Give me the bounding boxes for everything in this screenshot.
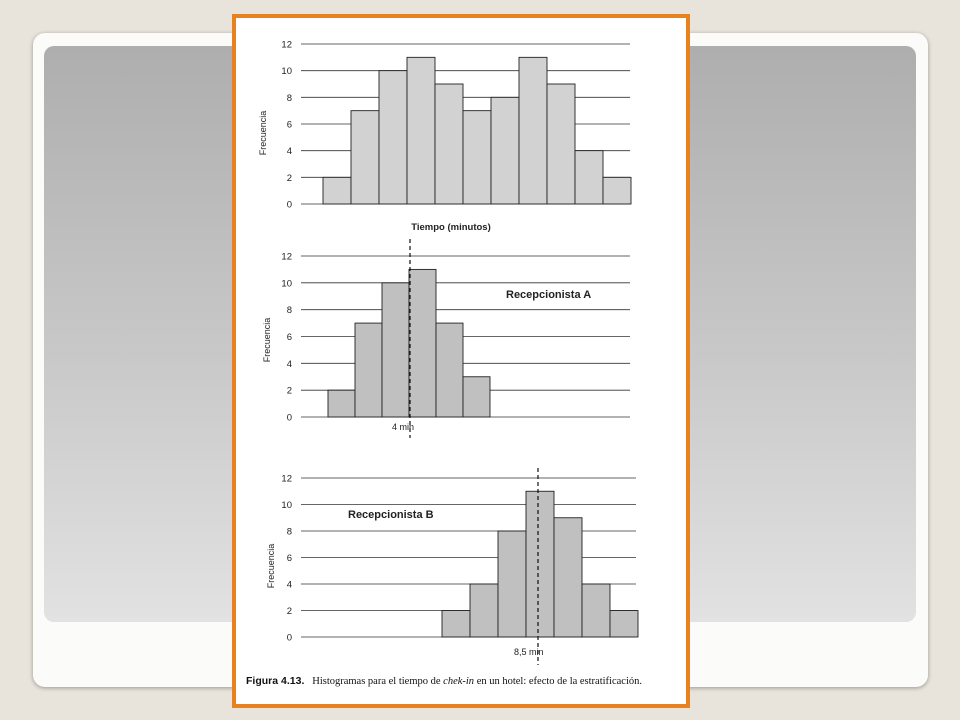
histogram-bar [575, 151, 603, 204]
caption-text-italic: chek-in [443, 676, 475, 687]
mean-annotation-label: 4 min [392, 422, 415, 432]
chart-title: Recepcionista A [506, 289, 592, 301]
histogram-bar [519, 57, 547, 204]
figure-frame [232, 14, 690, 708]
histogram-bar [435, 84, 463, 204]
histogram-total [258, 40, 631, 234]
histogram-bar [498, 531, 526, 637]
y-tick-label: 12 [281, 39, 292, 51]
histogram-bar [603, 177, 631, 204]
y-tick-label: 4 [286, 146, 292, 158]
y-tick-label: 0 [286, 632, 292, 644]
histogram-bar [547, 84, 575, 204]
histogram-bar [582, 584, 610, 637]
histogram-bar [328, 390, 355, 417]
histogram-bar [526, 491, 554, 637]
histogram-bar [442, 611, 470, 638]
histogram-bar [463, 111, 491, 204]
y-tick-label: 2 [286, 385, 292, 397]
y-tick-label: 6 [286, 332, 292, 343]
caption-label: Figura 4.13. [246, 675, 305, 687]
caption-text-after: en un hotel: efecto de la estratificación. [476, 676, 642, 687]
histogram-bar [323, 177, 351, 204]
y-axis-label: Frecuencia [262, 317, 272, 363]
histogram-bar [407, 57, 435, 204]
y-tick-label: 4 [286, 579, 292, 591]
histogram-recepcionista-b [266, 468, 638, 665]
histogram-bar [491, 97, 519, 204]
y-tick-label: 8 [286, 92, 292, 104]
histogram-bar [409, 269, 436, 417]
y-tick-label: 0 [286, 199, 292, 211]
y-tick-label: 8 [286, 526, 292, 538]
histogram-recepcionista-a [262, 239, 630, 438]
y-tick-label: 10 [281, 66, 292, 78]
y-tick-label: 0 [286, 412, 292, 424]
histogram-bar [610, 611, 638, 638]
mean-annotation-label: 8,5 min [514, 647, 544, 657]
y-tick-label: 12 [281, 251, 292, 263]
y-tick-label: 6 [286, 119, 292, 131]
y-tick-label: 2 [286, 606, 292, 617]
histogram-bar [470, 584, 498, 637]
y-tick-label: 12 [281, 473, 292, 485]
y-tick-label: 2 [286, 172, 292, 184]
y-tick-label: 10 [281, 500, 292, 511]
figure-caption [246, 675, 686, 687]
histogram-bar [379, 71, 407, 204]
y-tick-label: 6 [286, 553, 292, 564]
y-tick-label: 8 [286, 305, 292, 317]
histogram-bar [355, 323, 382, 417]
histogram-bar [463, 377, 490, 417]
histogram-bar [382, 283, 409, 417]
histogram-figure [236, 18, 686, 704]
y-axis-label: Frecuencia [258, 110, 268, 156]
y-tick-label: 10 [281, 278, 292, 290]
caption-text-before: Histogramas para el tiempo de [312, 676, 441, 687]
histogram-bar [554, 518, 582, 637]
y-tick-label: 4 [286, 358, 292, 370]
x-axis-label: Tiempo (minutos) [411, 222, 491, 233]
histogram-bar [351, 111, 379, 204]
chart-title: Recepcionista B [348, 509, 434, 521]
y-axis-label: Frecuencia [266, 543, 276, 589]
histogram-bar [436, 323, 463, 417]
